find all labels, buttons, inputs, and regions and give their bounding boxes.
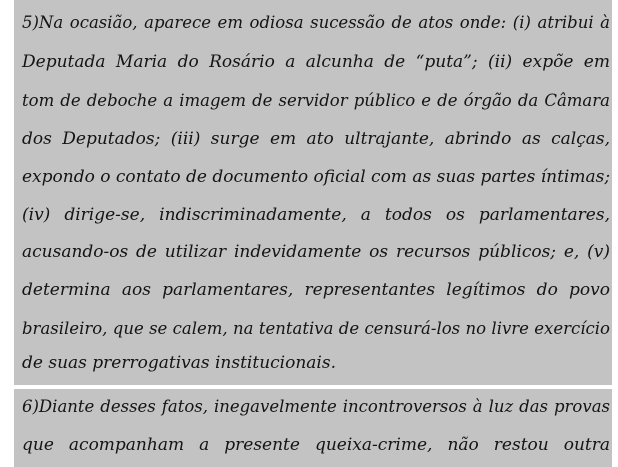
paragraph-5-line-5: expondo o contato de documento oficial com as suas partes íntimas; [22,167,611,187]
paragraph-6-line-2: que acompanham a presente queixa-crime, não restou outra [22,435,610,455]
paragraph-5-line-6: (iv) dirige-se, indiscriminadamente, a todos os parlamentares, [22,205,610,225]
paragraph-5-line-7: acusando-os de utilizar indevidamente os recursos públicos; e, (v) [22,242,610,262]
paragraph-5-line-1: 5)Na ocasião, aparece em odiosa sucessão de atos onde: (i) atribui à [22,13,610,32]
paragraph-6-line-1: 6)Diante desses fatos, inegavelmente incontroversos à luz das provas [22,397,610,416]
paragraph-5-line-2: Deputada Maria do Rosário a alcunha de “puta”; (ii) expõe em [22,52,610,72]
paragraph-5-line-4: dos Deputados; (iii) surge em ato ultrajante, abrindo as calças, [22,129,610,149]
paragraph-5-line-3: tom de deboche a imagem de servidor público e de órgão da Câmara [22,91,610,110]
paragraph-5-line-8: determina aos parlamentares, representantes legítimos do povo [22,280,610,300]
paragraph-5-line-10: de suas prerrogativas institucionais. [22,353,336,373]
paragraph-5-line-9: brasileiro, que se calem, na tentativa de censurá-los no livre exercício [22,319,610,338]
